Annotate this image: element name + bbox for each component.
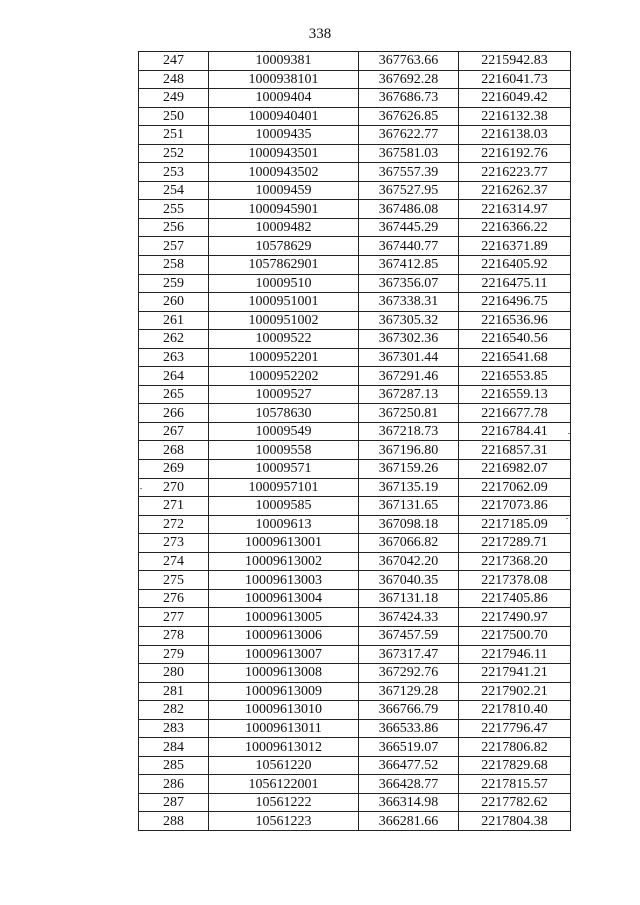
row-index-cell: 257 (139, 237, 209, 256)
y-coordinate-cell: 2217405.86 (459, 589, 571, 608)
y-coordinate-cell: 2217796.47 (459, 719, 571, 738)
point-id-cell: 1000945901 (209, 200, 359, 219)
row-index-cell: 283 (139, 719, 209, 738)
point-id-cell: 10578630 (209, 404, 359, 423)
table-row (139, 367, 571, 386)
row-index-cell: 277 (139, 608, 209, 627)
row-index-cell: 284 (139, 738, 209, 757)
y-coordinate-cell: 2216540.56 (459, 330, 571, 349)
point-id-cell: 1000951001 (209, 293, 359, 312)
table-row (139, 719, 571, 738)
y-coordinate-cell: 2217810.40 (459, 701, 571, 720)
row-index-cell: 255 (139, 200, 209, 219)
x-coordinate-cell: 367159.26 (359, 460, 459, 479)
point-id-cell: 1000940401 (209, 107, 359, 126)
x-coordinate-cell: 366477.52 (359, 756, 459, 775)
row-index-cell: 288 (139, 812, 209, 831)
x-coordinate-cell: 367301.44 (359, 348, 459, 367)
row-index-cell: 279 (139, 645, 209, 664)
y-coordinate-cell: 2216366.22 (459, 218, 571, 237)
x-coordinate-cell: 367218.73 (359, 422, 459, 441)
table-row (139, 404, 571, 423)
x-coordinate-cell: 367581.03 (359, 144, 459, 163)
row-index-cell: 251 (139, 126, 209, 145)
row-index-cell: 267 (139, 422, 209, 441)
table-row (139, 793, 571, 812)
coordinates-table (138, 51, 571, 831)
point-id-cell: 10009613012 (209, 738, 359, 757)
x-coordinate-cell: 367457.59 (359, 626, 459, 645)
y-coordinate-cell: 2216982.07 (459, 460, 571, 479)
x-coordinate-cell: 367317.47 (359, 645, 459, 664)
y-coordinate-cell: 2216371.89 (459, 237, 571, 256)
row-index-cell: 273 (139, 534, 209, 553)
row-index-cell: 265 (139, 385, 209, 404)
row-index-cell: 260 (139, 293, 209, 312)
point-id-cell: 10009613 (209, 515, 359, 534)
y-coordinate-cell: 2217289.71 (459, 534, 571, 553)
table-row (139, 664, 571, 683)
point-id-cell: 10009482 (209, 218, 359, 237)
point-id-cell: 10578629 (209, 237, 359, 256)
point-id-cell: 10009527 (209, 385, 359, 404)
table-row (139, 775, 571, 794)
row-index-cell: 278 (139, 626, 209, 645)
table-row (139, 497, 571, 516)
y-coordinate-cell: 2217368.20 (459, 552, 571, 571)
y-coordinate-cell: 2216541.68 (459, 348, 571, 367)
row-index-cell: 269 (139, 460, 209, 479)
x-coordinate-cell: 367196.80 (359, 441, 459, 460)
point-id-cell: 10561220 (209, 756, 359, 775)
row-index-cell: 271 (139, 497, 209, 516)
row-index-cell: 264 (139, 367, 209, 386)
point-id-cell: 10009613004 (209, 589, 359, 608)
row-index-cell: 280 (139, 664, 209, 683)
scan-speck (140, 488, 142, 489)
table-row (139, 571, 571, 590)
y-coordinate-cell: 2216559.13 (459, 385, 571, 404)
y-coordinate-cell: 2216138.03 (459, 126, 571, 145)
point-id-cell: 10009549 (209, 422, 359, 441)
x-coordinate-cell: 367486.08 (359, 200, 459, 219)
point-id-cell: 10009613006 (209, 626, 359, 645)
y-coordinate-cell: 2216192.76 (459, 144, 571, 163)
table-row (139, 200, 571, 219)
x-coordinate-cell: 367131.18 (359, 589, 459, 608)
point-id-cell: 1000938101 (209, 70, 359, 89)
table-row (139, 682, 571, 701)
table-row (139, 756, 571, 775)
x-coordinate-cell: 367250.81 (359, 404, 459, 423)
x-coordinate-cell: 367445.29 (359, 218, 459, 237)
table-row (139, 126, 571, 145)
x-coordinate-cell: 367763.66 (359, 52, 459, 71)
table-row (139, 441, 571, 460)
row-index-cell: 263 (139, 348, 209, 367)
table-row (139, 144, 571, 163)
y-coordinate-cell: 2217782.62 (459, 793, 571, 812)
row-index-cell: 253 (139, 163, 209, 182)
table-row (139, 181, 571, 200)
x-coordinate-cell: 367305.32 (359, 311, 459, 330)
x-coordinate-cell: 367131.65 (359, 497, 459, 516)
table-row (139, 348, 571, 367)
row-index-cell: 248 (139, 70, 209, 89)
y-coordinate-cell: 2217806.82 (459, 738, 571, 757)
x-coordinate-cell: 367686.73 (359, 89, 459, 108)
point-id-cell: 10009613007 (209, 645, 359, 664)
x-coordinate-cell: 367135.19 (359, 478, 459, 497)
x-coordinate-cell: 367292.76 (359, 664, 459, 683)
x-coordinate-cell: 367527.95 (359, 181, 459, 200)
x-coordinate-cell: 367338.31 (359, 293, 459, 312)
y-coordinate-cell: 2217185.09 (459, 515, 571, 534)
table-row (139, 107, 571, 126)
y-coordinate-cell: 2216223.77 (459, 163, 571, 182)
y-coordinate-cell: 2217815.57 (459, 775, 571, 794)
x-coordinate-cell: 367040.35 (359, 571, 459, 590)
point-id-cell: 10009613001 (209, 534, 359, 553)
table-row (139, 589, 571, 608)
table-row (139, 311, 571, 330)
x-coordinate-cell: 367042.20 (359, 552, 459, 571)
table-row (139, 645, 571, 664)
y-coordinate-cell: 2216553.85 (459, 367, 571, 386)
scan-speck (566, 518, 568, 519)
point-id-cell: 10009558 (209, 441, 359, 460)
row-index-cell: 272 (139, 515, 209, 534)
row-index-cell: 287 (139, 793, 209, 812)
x-coordinate-cell: 367066.82 (359, 534, 459, 553)
point-id-cell: 10009459 (209, 181, 359, 200)
table-row (139, 163, 571, 182)
page-number: 338 (308, 26, 332, 42)
point-id-cell: 10009404 (209, 89, 359, 108)
point-id-cell: 10009613008 (209, 664, 359, 683)
point-id-cell: 10009613003 (209, 571, 359, 590)
table-row (139, 218, 571, 237)
x-coordinate-cell: 367356.07 (359, 274, 459, 293)
table-row (139, 478, 571, 497)
point-id-cell: 10009585 (209, 497, 359, 516)
point-id-cell: 1000957101 (209, 478, 359, 497)
row-index-cell: 259 (139, 274, 209, 293)
table-row (139, 70, 571, 89)
y-coordinate-cell: 2216262.37 (459, 181, 571, 200)
point-id-cell: 1000952201 (209, 348, 359, 367)
point-id-cell: 10009522 (209, 330, 359, 349)
table-row (139, 385, 571, 404)
row-index-cell: 275 (139, 571, 209, 590)
table-row (139, 608, 571, 627)
x-coordinate-cell: 367129.28 (359, 682, 459, 701)
point-id-cell: 10009510 (209, 274, 359, 293)
table-row (139, 534, 571, 553)
row-index-cell: 276 (139, 589, 209, 608)
row-index-cell: 266 (139, 404, 209, 423)
table-row (139, 330, 571, 349)
table-row (139, 701, 571, 720)
row-index-cell: 256 (139, 218, 209, 237)
y-coordinate-cell: 2216049.42 (459, 89, 571, 108)
y-coordinate-cell: 2216784.41 (459, 422, 571, 441)
row-index-cell: 262 (139, 330, 209, 349)
table-row (139, 256, 571, 275)
row-index-cell: 250 (139, 107, 209, 126)
row-index-cell: 286 (139, 775, 209, 794)
x-coordinate-cell: 367098.18 (359, 515, 459, 534)
point-id-cell: 10009613005 (209, 608, 359, 627)
row-index-cell: 270 (139, 478, 209, 497)
table-row (139, 515, 571, 534)
x-coordinate-cell: 367302.36 (359, 330, 459, 349)
y-coordinate-cell: 2215942.83 (459, 52, 571, 71)
y-coordinate-cell: 2217829.68 (459, 756, 571, 775)
table-row (139, 812, 571, 831)
x-coordinate-cell: 367424.33 (359, 608, 459, 627)
x-coordinate-cell: 366428.77 (359, 775, 459, 794)
y-coordinate-cell: 2217902.21 (459, 682, 571, 701)
y-coordinate-cell: 2216475.11 (459, 274, 571, 293)
row-index-cell: 254 (139, 181, 209, 200)
point-id-cell: 1000943501 (209, 144, 359, 163)
scan-speck (568, 433, 570, 434)
point-id-cell: 10009613010 (209, 701, 359, 720)
point-id-cell: 1056122001 (209, 775, 359, 794)
point-id-cell: 10009435 (209, 126, 359, 145)
point-id-cell: 1000951002 (209, 311, 359, 330)
point-id-cell: 10009613009 (209, 682, 359, 701)
y-coordinate-cell: 2217941.21 (459, 664, 571, 683)
table-row (139, 89, 571, 108)
y-coordinate-cell: 2216677.78 (459, 404, 571, 423)
x-coordinate-cell: 367557.39 (359, 163, 459, 182)
row-index-cell: 249 (139, 89, 209, 108)
y-coordinate-cell: 2217804.38 (459, 812, 571, 831)
table-row (139, 237, 571, 256)
x-coordinate-cell: 366533.86 (359, 719, 459, 738)
y-coordinate-cell: 2217378.08 (459, 571, 571, 590)
table-row (139, 422, 571, 441)
table-row (139, 52, 571, 71)
point-id-cell: 1000943502 (209, 163, 359, 182)
table-row (139, 460, 571, 479)
y-coordinate-cell: 2217073.86 (459, 497, 571, 516)
x-coordinate-cell: 366766.79 (359, 701, 459, 720)
point-id-cell: 10009381 (209, 52, 359, 71)
x-coordinate-cell: 367412.85 (359, 256, 459, 275)
y-coordinate-cell: 2216132.38 (459, 107, 571, 126)
y-coordinate-cell: 2216041.73 (459, 70, 571, 89)
table-row (139, 626, 571, 645)
table-row (139, 274, 571, 293)
row-index-cell: 282 (139, 701, 209, 720)
point-id-cell: 10009613011 (209, 719, 359, 738)
row-index-cell: 285 (139, 756, 209, 775)
table-row (139, 552, 571, 571)
y-coordinate-cell: 2216314.97 (459, 200, 571, 219)
x-coordinate-cell: 367692.28 (359, 70, 459, 89)
row-index-cell: 258 (139, 256, 209, 275)
row-index-cell: 268 (139, 441, 209, 460)
x-coordinate-cell: 366281.66 (359, 812, 459, 831)
y-coordinate-cell: 2216536.96 (459, 311, 571, 330)
x-coordinate-cell: 367622.77 (359, 126, 459, 145)
coordinates-table-body (139, 52, 571, 831)
row-index-cell: 252 (139, 144, 209, 163)
x-coordinate-cell: 367440.77 (359, 237, 459, 256)
point-id-cell: 10561223 (209, 812, 359, 831)
point-id-cell: 1000952202 (209, 367, 359, 386)
point-id-cell: 1057862901 (209, 256, 359, 275)
table-row (139, 293, 571, 312)
y-coordinate-cell: 2216405.92 (459, 256, 571, 275)
y-coordinate-cell: 2216496.75 (459, 293, 571, 312)
table-row (139, 738, 571, 757)
point-id-cell: 10009613002 (209, 552, 359, 571)
row-index-cell: 281 (139, 682, 209, 701)
x-coordinate-cell: 367287.13 (359, 385, 459, 404)
row-index-cell: 261 (139, 311, 209, 330)
y-coordinate-cell: 2216857.31 (459, 441, 571, 460)
point-id-cell: 10561222 (209, 793, 359, 812)
x-coordinate-cell: 367626.85 (359, 107, 459, 126)
row-index-cell: 247 (139, 52, 209, 71)
y-coordinate-cell: 2217490.97 (459, 608, 571, 627)
x-coordinate-cell: 367291.46 (359, 367, 459, 386)
point-id-cell: 10009571 (209, 460, 359, 479)
x-coordinate-cell: 366314.98 (359, 793, 459, 812)
y-coordinate-cell: 2217500.70 (459, 626, 571, 645)
x-coordinate-cell: 366519.07 (359, 738, 459, 757)
y-coordinate-cell: 2217062.09 (459, 478, 571, 497)
y-coordinate-cell: 2217946.11 (459, 645, 571, 664)
row-index-cell: 274 (139, 552, 209, 571)
